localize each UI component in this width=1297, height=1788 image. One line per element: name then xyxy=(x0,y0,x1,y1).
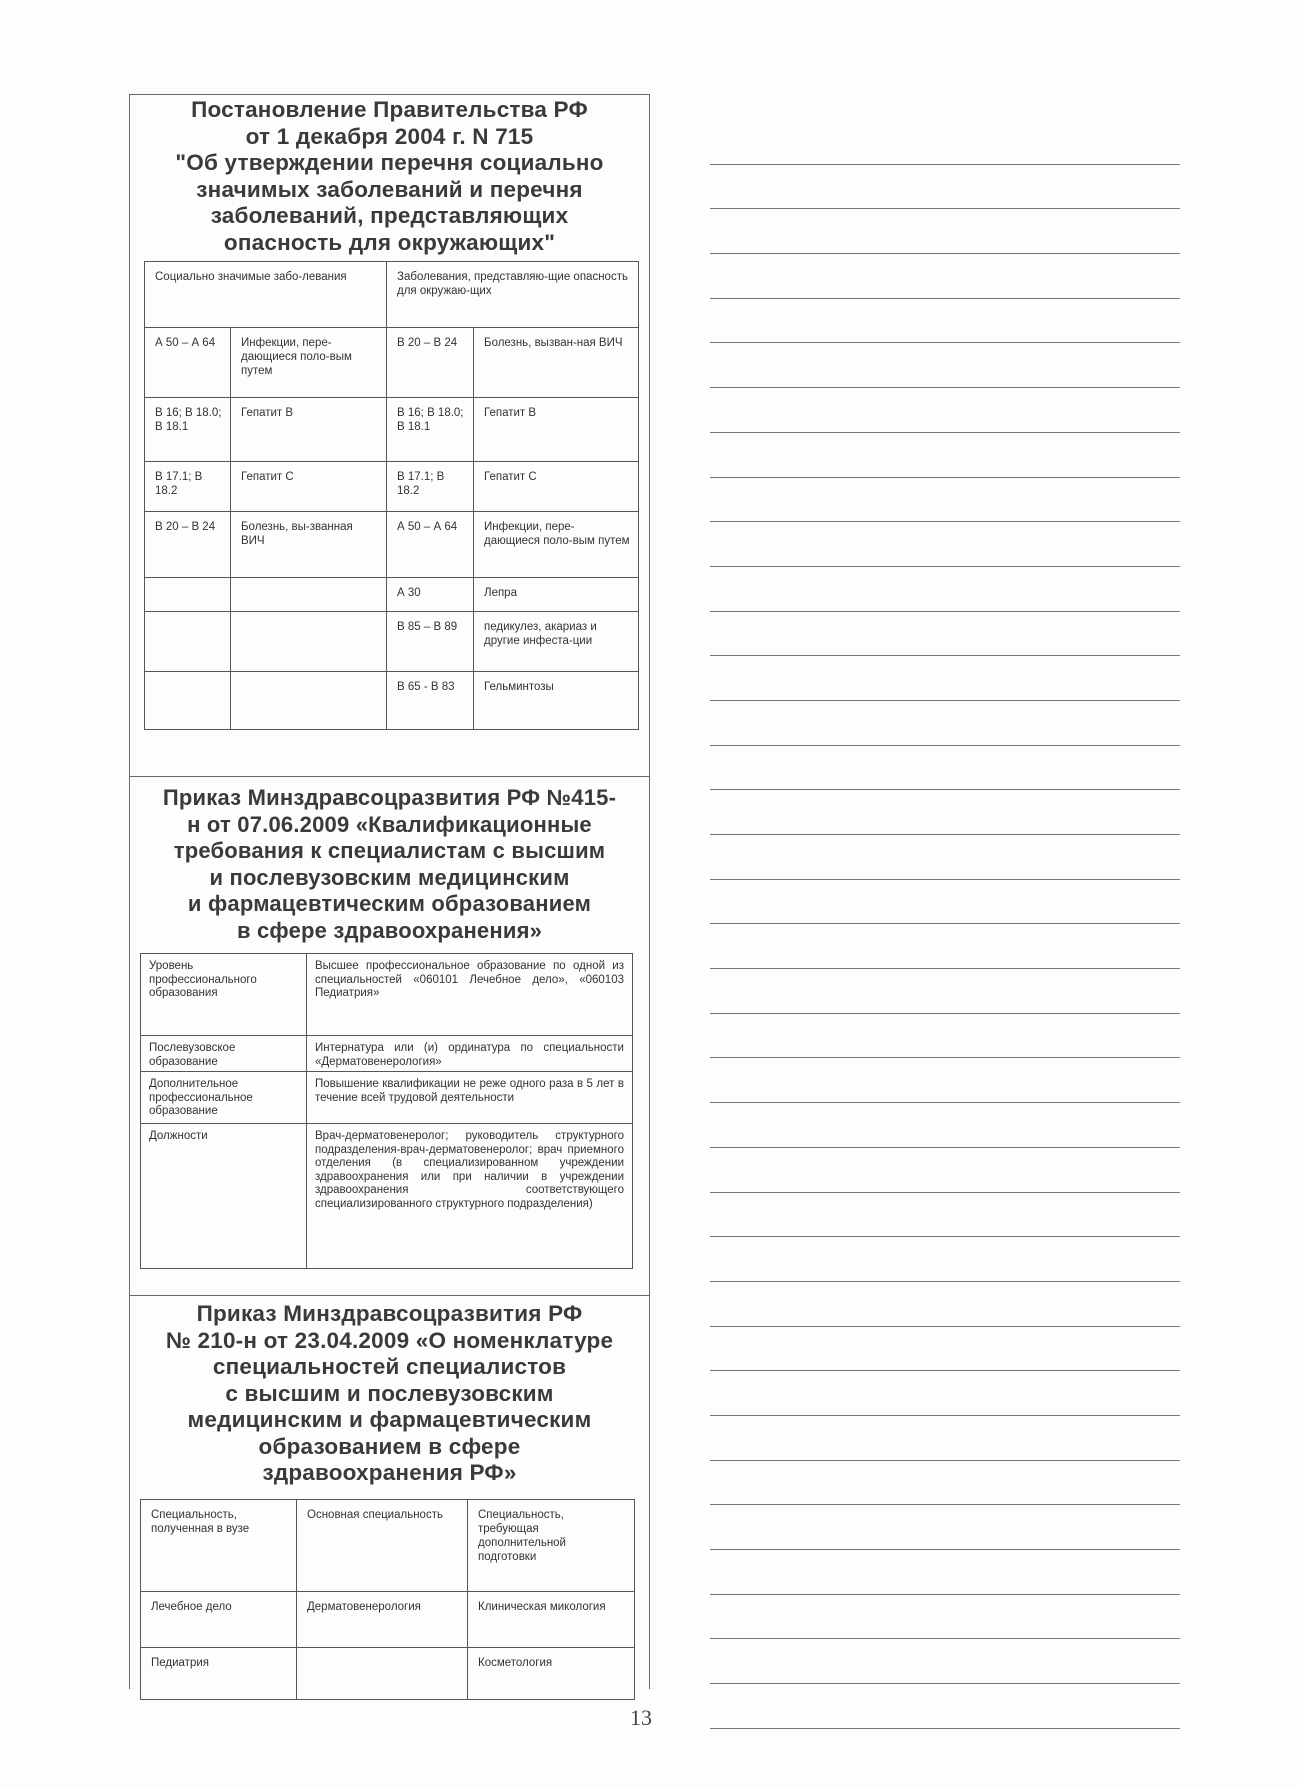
disease-cell: Гепатит С xyxy=(474,462,639,512)
disease-cell xyxy=(231,672,387,730)
note-line xyxy=(710,1103,1180,1148)
value-cell: Повышение квалификации не реже одного раза в 5 лет в течение всей трудовой деятельности xyxy=(307,1072,633,1124)
code-cell: В 20 – В 24 xyxy=(145,512,231,578)
code-cell: В 17.1; В 18.2 xyxy=(387,462,474,512)
title-line: Постановление Правительства РФ xyxy=(191,97,588,122)
section1-title xyxy=(130,97,649,256)
title-line: требования к специалистам с высшим xyxy=(173,838,606,863)
note-line xyxy=(710,1505,1180,1550)
note-line xyxy=(710,1237,1180,1282)
note-line xyxy=(710,924,1180,969)
note-line xyxy=(710,343,1180,388)
disease-cell: Гепатит В xyxy=(231,398,387,462)
table-header-left: Социально значимые забо-левания xyxy=(145,262,387,328)
disease-cell: Инфекции, пере-дающиеся поло-вым путем xyxy=(474,512,639,578)
note-line xyxy=(710,1461,1180,1506)
note-line xyxy=(710,522,1180,567)
note-line xyxy=(710,1014,1180,1059)
disease-cell: Лепра xyxy=(474,578,639,612)
note-line xyxy=(710,388,1180,433)
title-line: специальностей специалистов xyxy=(212,1354,567,1379)
code-cell: А 50 – А 64 xyxy=(387,512,474,578)
code-cell xyxy=(145,672,231,730)
note-line xyxy=(710,880,1180,925)
title-line: в сфере здравоохранения» xyxy=(236,917,543,943)
note-lines xyxy=(710,120,1180,1729)
note-line xyxy=(710,1193,1180,1238)
title-line: заболеваний, представляющих xyxy=(210,203,569,228)
title-line: образованием в сфере xyxy=(258,1433,521,1459)
key-cell: Дополнительное профессиональное образование xyxy=(141,1072,307,1124)
title-line: Приказ Минздравсоцразвития РФ №415- xyxy=(162,785,617,810)
note-line xyxy=(710,1148,1180,1193)
note-line xyxy=(710,478,1180,523)
note-line xyxy=(710,1282,1180,1327)
note-line xyxy=(710,165,1180,210)
code-cell: В 85 – В 89 xyxy=(387,612,474,672)
value-cell: Врач-дерматовенеролог; руководитель структурного подразделения-врач-дерматовенеролог; врач приемного отделения (в специализированном учреждении здравоохранения или при наличии в учреждении здравоохранения соответствующего специализированного структурного подразделения) xyxy=(307,1124,633,1269)
page-number: 13 xyxy=(630,1705,652,1730)
title-line: здравоохранения РФ» xyxy=(262,1460,517,1485)
value-cell: Интернатура или (и) ординатура по специальности «Дерматовенерология» xyxy=(307,1036,633,1072)
disease-cell: Гепатит С xyxy=(231,462,387,512)
table-row xyxy=(145,512,639,578)
table-row xyxy=(145,398,639,462)
title-line: и послевузовским медицинским xyxy=(209,864,570,890)
code-cell: А 50 – А 64 xyxy=(145,328,231,398)
qualification-table xyxy=(140,953,633,1269)
diseases-table xyxy=(144,261,639,730)
table-row xyxy=(145,612,639,672)
code-cell: В 17.1; В 18.2 xyxy=(145,462,231,512)
key-cell: Послевузовское образование xyxy=(141,1036,307,1072)
note-line xyxy=(710,1327,1180,1372)
title-line: н от 07.06.2009 «Квалификационные xyxy=(187,811,592,837)
value-cell: Высшее профессиональное образование по одной из специальностей «060101 Лечебное дело», «060103 Педиатрия» xyxy=(307,954,633,1036)
disease-cell: Инфекции, пере-дающиеся поло-вым путем xyxy=(231,328,387,398)
section3-title xyxy=(130,1301,649,1487)
disease-cell: Гепатит В xyxy=(474,398,639,462)
note-line xyxy=(710,567,1180,612)
table-header-right: Заболевания, представляю-щие опасность для окружаю-щих xyxy=(387,262,639,328)
table-row xyxy=(141,1592,635,1648)
note-line xyxy=(710,746,1180,791)
disease-cell xyxy=(231,612,387,672)
specialty-cell: Косметология xyxy=(468,1648,635,1700)
content-panel xyxy=(129,94,650,1689)
section2-title xyxy=(130,785,649,944)
title-line: с высшим и послевузовским xyxy=(225,1380,554,1406)
table-row xyxy=(141,954,633,1036)
code-cell: А 30 xyxy=(387,578,474,612)
disease-cell xyxy=(231,578,387,612)
code-cell: В 16; В 18.0; В 18.1 xyxy=(145,398,231,462)
title-line: Приказ Минздравсоцразвития РФ xyxy=(196,1301,583,1326)
note-line xyxy=(710,1639,1180,1684)
note-line xyxy=(710,835,1180,880)
code-cell xyxy=(145,612,231,672)
table-row xyxy=(145,328,639,398)
code-cell xyxy=(145,578,231,612)
header-cell: Специальность, полученная в вузе xyxy=(141,1500,297,1592)
disease-cell: педикулез, акариаз и другие инфеста-ции xyxy=(474,612,639,672)
title-line: значимых заболеваний и перечня xyxy=(196,176,583,202)
code-cell: В 16; В 18.0; В 18.1 xyxy=(387,398,474,462)
specialty-cell: Лечебное дело xyxy=(141,1592,297,1648)
note-line xyxy=(710,969,1180,1014)
title-line: медицинским и фармацевтическим xyxy=(187,1407,592,1432)
table-row xyxy=(141,1036,633,1072)
table-row xyxy=(141,1124,633,1269)
note-line xyxy=(710,254,1180,299)
specialty-cell xyxy=(297,1648,468,1700)
code-cell: В 20 – В 24 xyxy=(387,328,474,398)
key-cell: Уровень профессионального образования xyxy=(141,954,307,1036)
title-line: опасность для окружающих" xyxy=(223,229,556,255)
table-row xyxy=(145,462,639,512)
disease-cell: Гельминтозы xyxy=(474,672,639,730)
header-cell: Основная специальность xyxy=(297,1500,468,1592)
title-line: № 210-н от 23.04.2009 «О номенклатуре xyxy=(165,1327,614,1353)
note-line xyxy=(710,120,1180,165)
title-line: "Об утверждении перечня социально xyxy=(175,150,604,175)
note-line xyxy=(710,612,1180,657)
note-line xyxy=(710,1371,1180,1416)
note-line xyxy=(710,1595,1180,1640)
note-line xyxy=(710,1684,1180,1729)
note-line xyxy=(710,209,1180,254)
disease-cell: Болезнь, вы-званная ВИЧ xyxy=(231,512,387,578)
title-line: и фармацевтическим образованием xyxy=(187,891,592,916)
code-cell: В 65 - В 83 xyxy=(387,672,474,730)
key-cell: Должности xyxy=(141,1124,307,1269)
disease-cell: Болезнь, вызван-ная ВИЧ xyxy=(474,328,639,398)
note-line xyxy=(710,1058,1180,1103)
specialty-table xyxy=(140,1499,635,1700)
specialty-cell: Дерматовенерология xyxy=(297,1592,468,1648)
specialty-cell: Педиатрия xyxy=(141,1648,297,1700)
note-line xyxy=(710,1416,1180,1461)
header-cell: Специальность, требующая дополнительной подготовки xyxy=(468,1500,635,1592)
table-row xyxy=(145,672,639,730)
note-line xyxy=(710,1550,1180,1595)
note-line xyxy=(710,433,1180,478)
table-row xyxy=(141,1648,635,1700)
note-line xyxy=(710,790,1180,835)
table-row xyxy=(145,578,639,612)
specialty-cell: Клиническая микология xyxy=(468,1592,635,1648)
title-line: от 1 декабря 2004 г. N 715 xyxy=(245,123,534,149)
table-row xyxy=(141,1072,633,1124)
table-header-row xyxy=(141,1500,635,1592)
note-line xyxy=(710,701,1180,746)
note-line xyxy=(710,656,1180,701)
note-line xyxy=(710,299,1180,344)
